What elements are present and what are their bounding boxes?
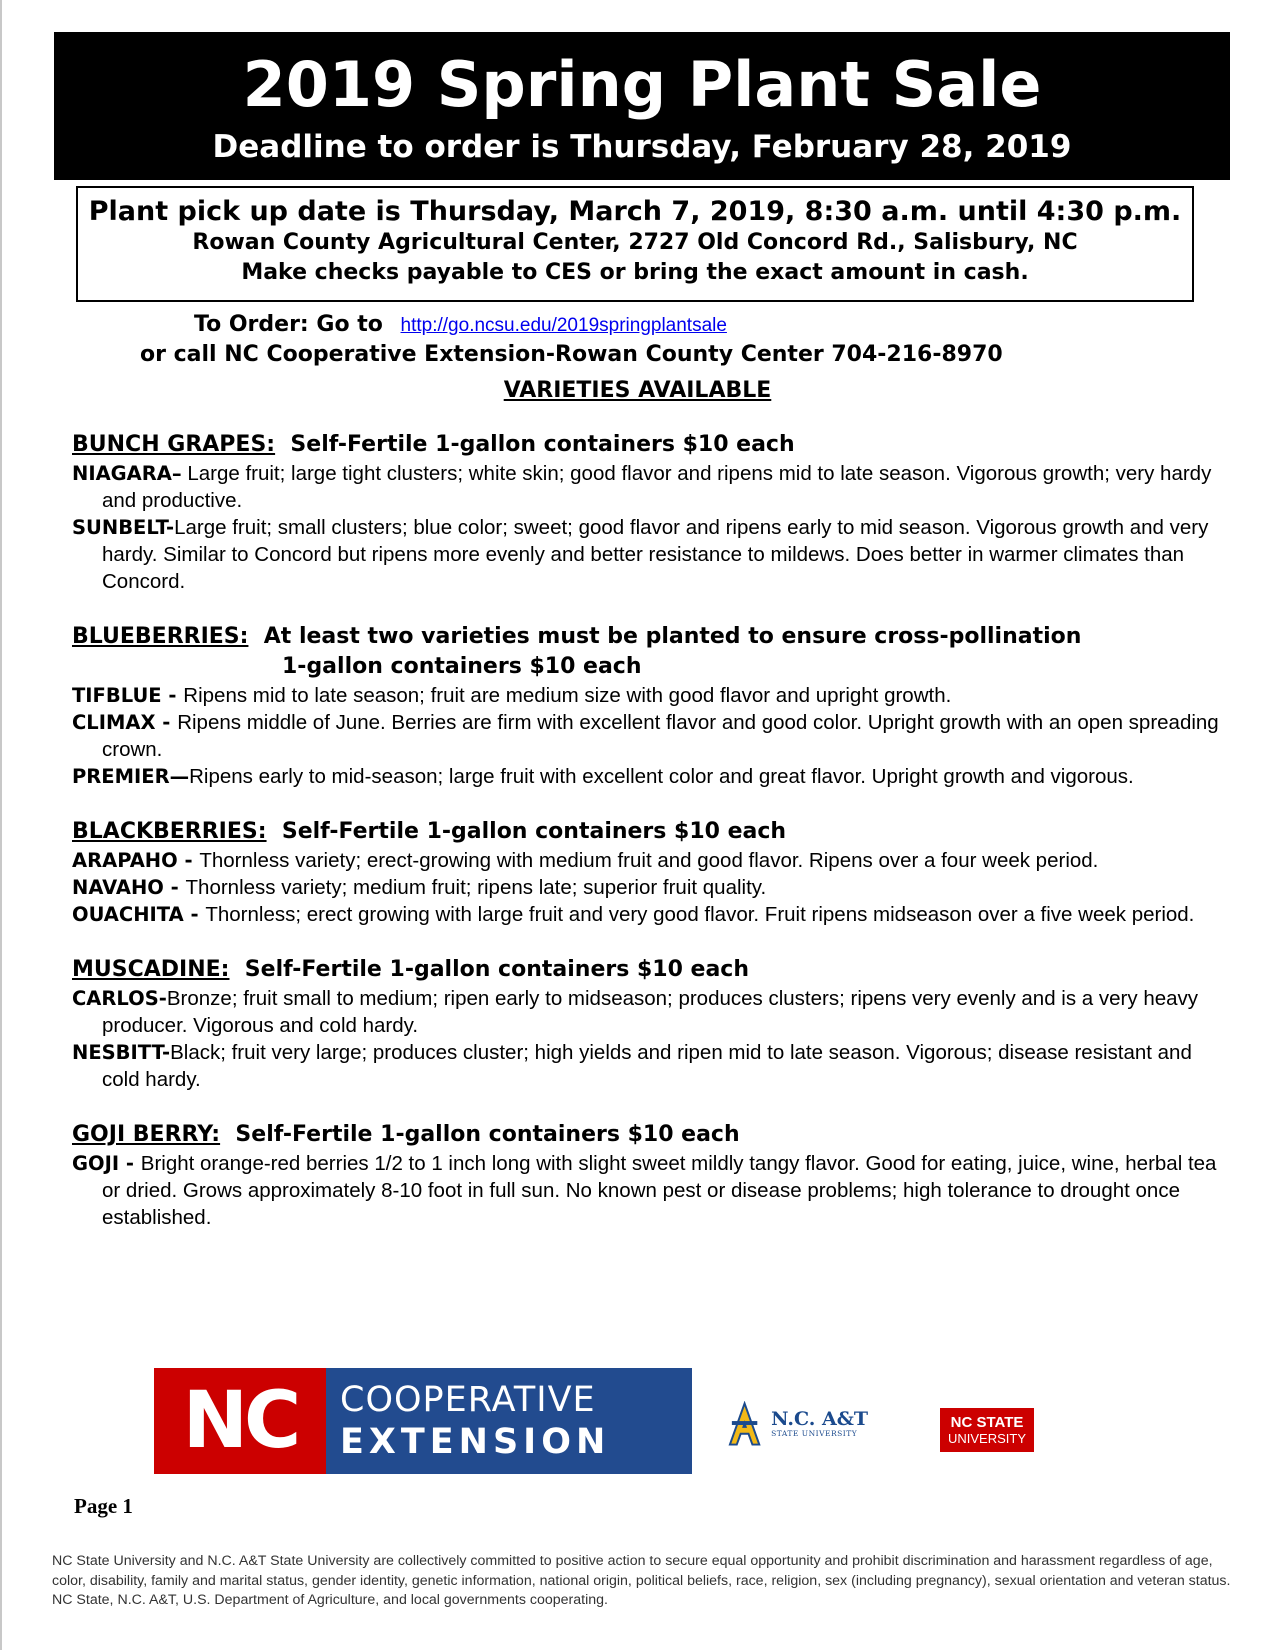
varieties-list: [72, 430, 1222, 1258]
nc-logo-mark: NC: [154, 1368, 326, 1474]
variety-name: CARLOS-: [72, 987, 167, 1010]
variety-description: Black; fruit very large; produces cluster; high yields and ripen mid to late season. Vigorous; disease resistant and cold hardy.: [102, 1041, 1192, 1091]
order-prefix: To Order: Go to: [194, 312, 383, 337]
nc-logo-line1: COOPERATIVE: [340, 1380, 596, 1420]
nc-logo-line2: EXTENSION: [340, 1422, 611, 1462]
pickup-date: Plant pick up date is Thursday, March 7, 2019, 8:30 a.m. until 4:30 p.m.: [88, 196, 1182, 227]
variety-name: ARAPAHO -: [72, 849, 200, 872]
pickup-info-box: [76, 186, 1194, 302]
section-bunch-grapes: [72, 430, 1222, 595]
page-number: Page 1: [74, 1494, 133, 1518]
section-header: [72, 622, 1222, 652]
section-blackberries: [72, 817, 1222, 928]
variety-description: Thornless variety; medium fruit; ripens late; superior fruit quality.: [185, 876, 767, 899]
header-banner: [54, 32, 1230, 180]
variety-description: Large fruit; small clusters; blue color; sweet; good flavor and ripens early to mid season. Vigorous growth and very hardy. Similar to Concord but ripens more evenly and better resistance to mildews. Does better in warmer climates than Concord.: [102, 516, 1209, 593]
nc-state-logo: [940, 1408, 1034, 1452]
variety-name: TIFBLUE -: [72, 684, 184, 707]
section-goji-berry: [72, 1120, 1222, 1231]
variety-description: Large fruit; large tight clusters; white skin; good flavor and ripens mid to late season. Vigorous growth; very hardy and productive.: [102, 462, 1212, 512]
nc-at-logo: [726, 1398, 868, 1450]
section-category: BUNCH GRAPES:: [72, 432, 276, 457]
order-phone-line: or call NC Cooperative Extension-Rowan County Center 704-216-8970: [140, 342, 1003, 367]
variety-item: [72, 847, 1222, 874]
variety-item: [72, 1039, 1222, 1093]
nc-state-line2: UNIVERSITY: [947, 1431, 1026, 1446]
variety-name: CLIMAX -: [72, 711, 178, 734]
section-details-line2: 1-gallon containers $10 each: [282, 654, 642, 679]
nc-cooperative-extension-logo: [154, 1368, 692, 1474]
variety-description: Bronze; fruit small to medium; ripen early to midseason; produces clusters; ripens very evenly and is a very heavy producer. Vigorous and cold hardy.: [102, 987, 1199, 1037]
section-category: GOJI BERRY:: [72, 1122, 221, 1147]
variety-description: Thornless variety; erect-growing with medium fruit and good flavor. Ripens over a four week period.: [199, 849, 1099, 872]
section-category: BLUEBERRIES:: [72, 624, 249, 649]
section-header: [72, 955, 1222, 985]
variety-item: [72, 514, 1222, 595]
order-line: [194, 310, 727, 341]
variety-description: Ripens mid to late season; fruit are medium size with good flavor and upright growth.: [183, 684, 952, 707]
nc-at-wordmark: [771, 1409, 868, 1439]
section-category: BLACKBERRIES:: [72, 819, 267, 844]
section-details: Self-Fertile 1-gallon containers $10 each: [244, 957, 750, 982]
variety-item: [72, 682, 1222, 709]
variety-item: [72, 709, 1222, 763]
section-details: Self-Fertile 1-gallon containers $10 each: [290, 432, 795, 457]
variety-item: [72, 460, 1222, 514]
variety-name: GOJI -: [72, 1152, 141, 1175]
varieties-heading: VARIETIES AVAILABLE: [503, 378, 772, 403]
nc-at-name: N.C. A&T: [771, 1408, 868, 1430]
variety-item: [72, 985, 1222, 1039]
equal-opportunity-disclaimer: NC State University and N.C. A&T State University are collectively committed to positive action to secure equal opportunity and prohibit discrimination and harassment regardless of age, color, disability, family and marital status, gender identity, genetic information, national origin, political beliefs, race, religion, sex (including pregnancy), sexual orientation and veteran status. NC State, N.C. A&T, U.S. Department of Agriculture, and local governments cooperating.: [52, 1553, 1231, 1608]
aggie-seal-icon: [726, 1401, 763, 1447]
variety-description: Ripens middle of June. Berries are firm with excellent flavor and good color. Upright growth with an open spreading crown.: [102, 711, 1219, 761]
section-details: At least two varieties must be planted to ensure cross-pollination: [263, 624, 1082, 649]
section-muscadine: [72, 955, 1222, 1093]
payment-note: Make checks payable to CES or bring the exact amount in cash.: [241, 260, 1029, 285]
variety-description: Thornless; erect growing with large fruit and very good flavor. Fruit ripens midseason over a five week period.: [205, 903, 1195, 926]
variety-name: NIAGARA–: [72, 462, 182, 485]
section-details: Self-Fertile 1-gallon containers $10 each: [235, 1122, 740, 1147]
variety-item: [72, 901, 1222, 928]
page-edge: [0, 0, 2, 1650]
variety-name: SUNBELT-: [72, 516, 175, 539]
section-header: [72, 1120, 1222, 1150]
variety-item: [72, 874, 1222, 901]
variety-description: Ripens early to mid-season; large fruit with excellent color and great flavor. Upright growth and vigorous.: [189, 765, 1134, 788]
section-blueberries: [72, 622, 1222, 790]
variety-item: [72, 1150, 1222, 1231]
variety-name: OUACHITA -: [72, 903, 206, 926]
variety-description: Bright orange-red berries 1/2 to 1 inch long with slight sweet mildly tangy flavor. Good for eating, juice, wine, herbal tea or dried. Grows approximately 8-10 foot in full sun. No known pest or disease problems; high tolerance to drought once established.: [102, 1152, 1217, 1229]
nc-state-line1: NC STATE: [950, 1414, 1024, 1431]
order-deadline: Deadline to order is Thursday, February 28, 2019: [212, 129, 1072, 165]
section-header: [72, 817, 1222, 847]
variety-item: [72, 763, 1222, 790]
page-title: 2019 Spring Plant Sale: [242, 48, 1042, 121]
variety-name: PREMIER—: [72, 765, 190, 788]
pickup-location: Rowan County Agricultural Center, 2727 Old Concord Rd., Salisbury, NC: [192, 230, 1078, 255]
section-header: [72, 430, 1222, 460]
section-category: MUSCADINE:: [72, 957, 230, 982]
section-details: Self-Fertile 1-gallon containers $10 each: [281, 819, 787, 844]
variety-name: NESBITT-: [72, 1041, 171, 1064]
nc-logo-wordmark: [326, 1368, 692, 1474]
nc-at-subtitle: STATE UNIVERSITY: [771, 1429, 858, 1438]
variety-name: NAVAHO -: [72, 876, 186, 899]
order-link[interactable]: http://go.ncsu.edu/2019springplantsale: [400, 315, 727, 336]
